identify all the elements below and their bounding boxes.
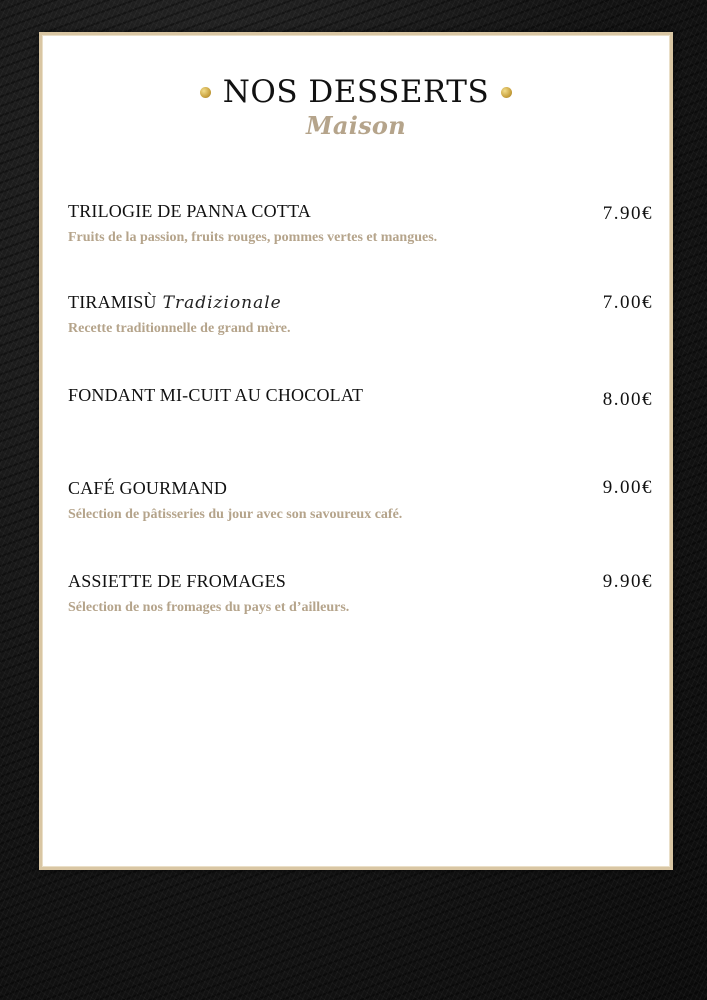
menu-item-price: 7.00€ bbox=[602, 292, 653, 313]
menu-item-name-group bbox=[68, 292, 282, 313]
menu-card bbox=[39, 32, 673, 870]
menu-item-price: 8.00€ bbox=[602, 389, 653, 410]
menu-item-description: Sélection de pâtisseries du jour avec son savoureux café. bbox=[68, 507, 403, 522]
menu-item-name: TIRAMISÙ bbox=[68, 292, 157, 312]
gold-dot-right-icon bbox=[501, 87, 512, 98]
menu-subtitle: Maison bbox=[305, 111, 406, 140]
menu-item-description: Recette traditionnelle de grand mère. bbox=[68, 321, 291, 336]
menu-item-price: 7.90€ bbox=[602, 203, 653, 224]
menu-title: NOS DESSERTS bbox=[222, 74, 490, 110]
menu-header bbox=[42, 74, 670, 110]
menu-item-name-extra: Tradizionale bbox=[162, 293, 282, 313]
gold-dot-left-icon bbox=[200, 87, 211, 98]
menu-item-price: 9.00€ bbox=[602, 477, 653, 498]
menu-item-name: ASSIETTE DE FROMAGES bbox=[68, 571, 287, 591]
menu-item-name: TRILOGIE DE PANNA COTTA bbox=[68, 201, 311, 221]
menu-item-price: 9.90€ bbox=[602, 571, 653, 592]
menu-item-description: Sélection de nos fromages du pays et d’ailleurs. bbox=[68, 600, 350, 615]
menu-item-name: FONDANT MI-CUIT AU CHOCOLAT bbox=[68, 385, 364, 405]
menu-item-name: CAFÉ GOURMAND bbox=[68, 478, 228, 498]
menu-item-description: Fruits de la passion, fruits rouges, pommes vertes et mangues. bbox=[68, 230, 438, 245]
